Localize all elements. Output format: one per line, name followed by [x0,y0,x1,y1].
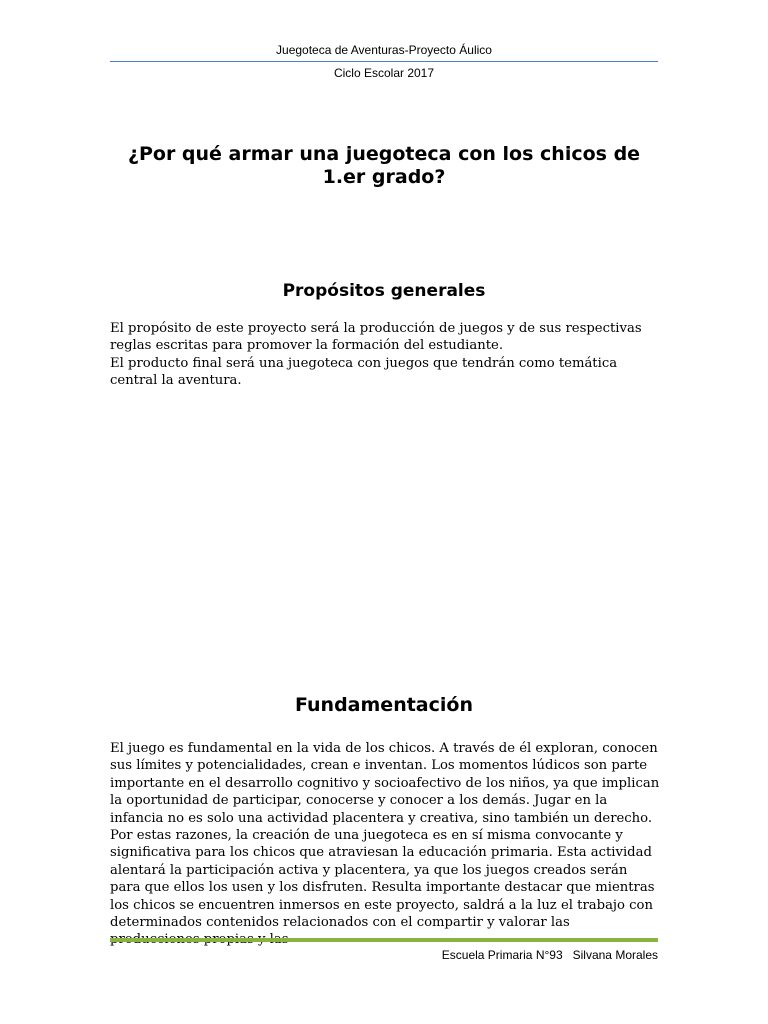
page-header [110,41,658,82]
document-title: ¿Por qué armar una juegoteca con los chicos de 1.er grado? [127,143,641,188]
header-project-title: Juegoteca de Aventuras-Proyecto Áulico [276,43,492,57]
header-divider [110,61,658,62]
footer-divider [110,938,658,942]
header-school-year: Ciclo Escolar 2017 [333,66,435,80]
section-heading-propositos: Propósitos generales [282,281,486,301]
page-footer: Escuela Primaria N°93 Silvana Morales [441,948,658,962]
paragraph: El juego es fundamental en la vida de los chicos. A través de él exploran, conocen sus límites y potencialidades, crean e inventan. Los momentos lúdicos son parte importante en el desarrollo cognitivo y socioafectivo de los niños, ya que implican la oportunidad de participar, conocerse y conocer a los demás. Jugar en la infancia no es solo una actividad placentera y creativa, sino también un derecho. Por estas razones, la creación de una juegoteca es en sí misma convocante y significativa para los chicos que atraviesan la educación primaria. Esta actividad alentará la participación activa y placentera, ya que los juegos creados serán para que ellos los usen y los disfruten. Resulta importante destacar que mientras los chicos se encuentren inmersos en este proyecto, saldrá a la luz el trabajo con determinados contenidos relacionados con el compartir y valorar las [110,741,660,931]
section-body-fundamentacion [110,740,662,930]
paragraph: El propósito de este proyecto será la producción de juegos y de sus respectivas reglas escritas para promover la formación del estudiante. [110,321,642,354]
section-heading-fundamentacion: Fundamentación [295,694,473,716]
paragraph: El producto final será una juegoteca con juegos que tendrán como temática central la aventura. [110,355,618,389]
section-body-propositos [110,320,662,390]
